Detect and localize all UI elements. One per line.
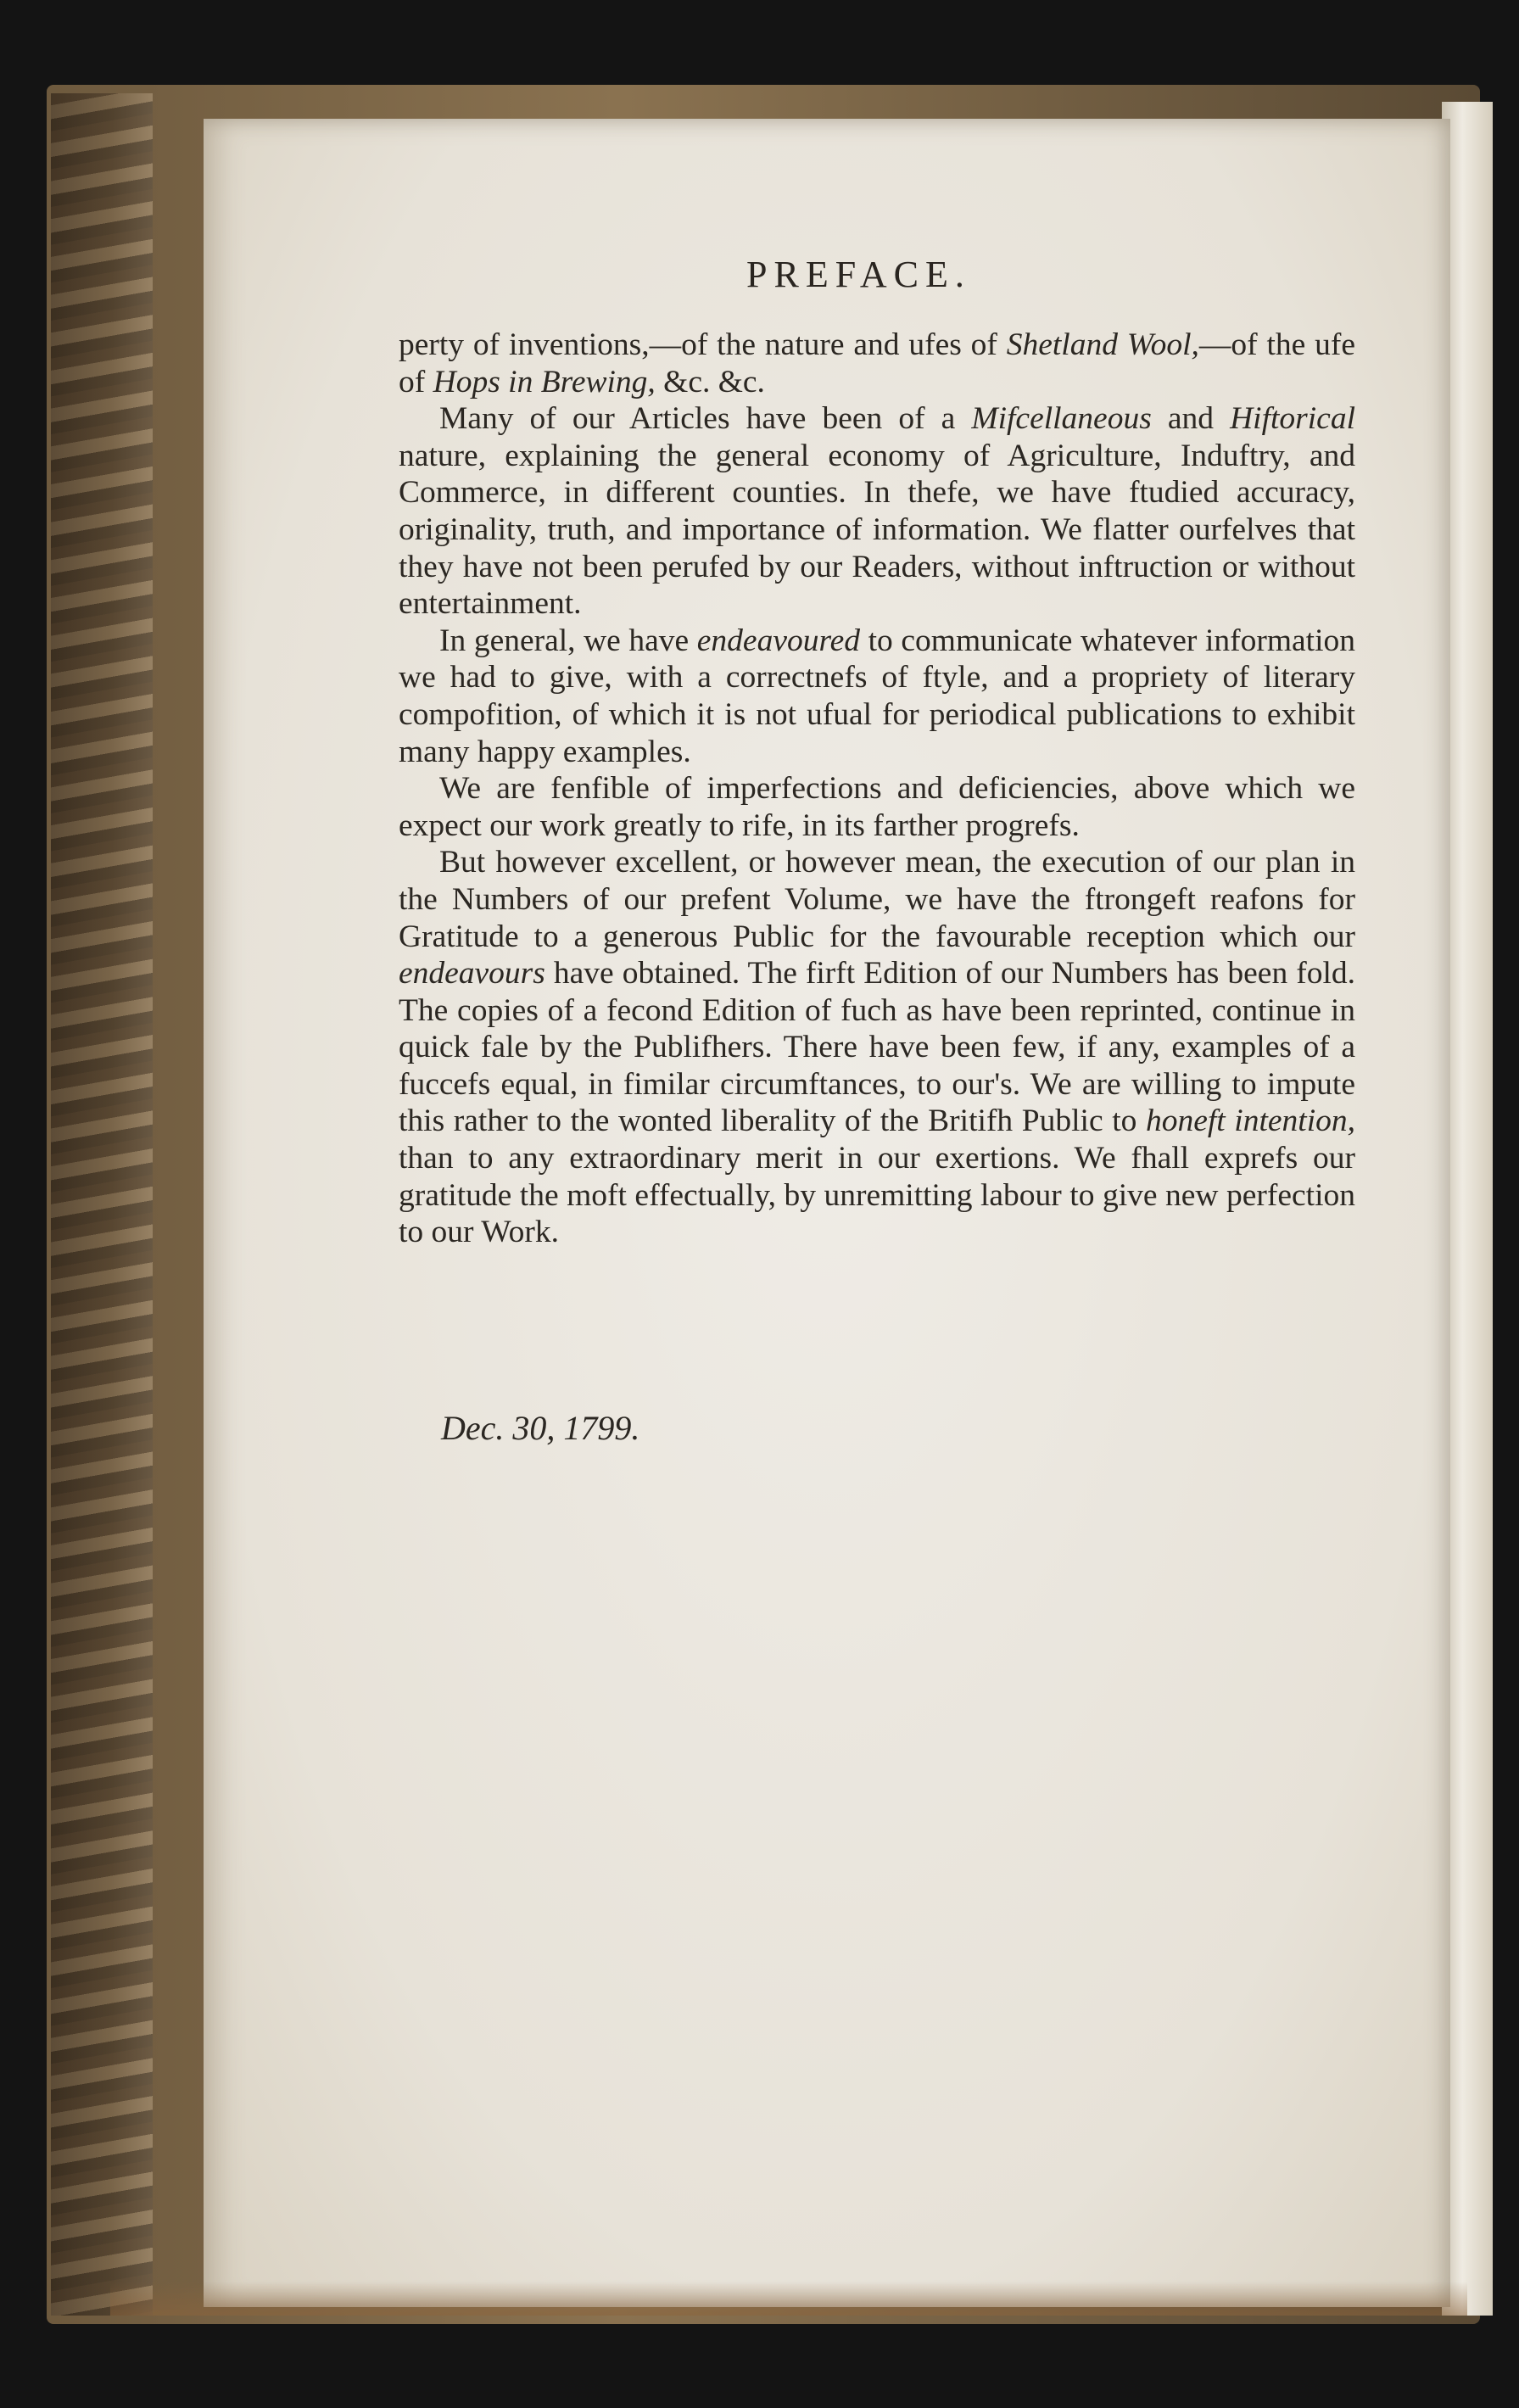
marbled-endpaper [51,93,153,2316]
paragraph-general [399,623,1355,770]
text-run: nature, explaining the general economy of Agriculture, Induftry, and Commerce, in different counties. In thefe, we have ftudied accuracy, originality, truth, and importance of information. We flatter ourfelves that they have not been perufed by our Readers, without inftruction or without entertainment. [399,438,1355,622]
text-run: —of the ufe of [399,327,1355,399]
paragraph-gratitude [399,844,1355,1251]
text-run: have obtained. The firft Edition of our Numbers has been fold. The copies of a fecond Edition of fuch as have been reprinted, continue in quick fale by the Publifhers. There have been few, if any, examples of a fuccefs equal, in fimilar circumftances, to our's. We are willing to impute this rather to the wonted liberality of the Britifh Public to [399,956,1355,1139]
italic-run: endeavoured [696,623,861,658]
page-title: PREFACE. [746,254,971,295]
paragraph-articles [399,400,1355,623]
italic-run: Mifcellaneous [971,401,1152,437]
italic-run: Hops in Brewing, [433,364,656,399]
italic-run: honeft intention, [1145,1103,1355,1139]
text-run: We are fenfible of imperfections and deficiencies, above which we expect our work greatly to rife, in its farther progrefs. [399,771,1355,843]
text-run: &c. &c. [655,364,765,399]
text-run: than to any extraordinary merit in our exertions. We fhall exprefs our gratitude the moft effectually, by unremitting labour to give new perfection to our Work. [399,1141,1355,1250]
preface-body [399,327,1355,1251]
paragraph-imperfections [399,770,1355,844]
text-run: and [1151,401,1231,437]
text-run: But however excellent, or however mean, the execution of our plan in the Numbers of our prefent Volume, we have the ftrongeft reafons for Gratitude to a generous Public for the favourable reception which our [399,845,1355,954]
text-run: In general, we have [439,623,697,658]
italic-run: endeavours [399,956,545,992]
paragraph-continuation [399,327,1355,400]
preface-date: Dec. 30, 1799. [441,1409,640,1447]
text-run: to communicate whatever information we had to give, with a correctnefs of ftyle, and a propriety of literary compofition, of which it is not ufual for periodical publications to exhibit many happy examples. [399,623,1356,769]
italic-run: Hiftorical [1230,401,1355,437]
italic-run: Shetland Wool, [1006,327,1199,362]
text-run: perty of inventions,—of the nature and ufes of [399,327,1007,362]
text-run: Many of our Articles have been of a [439,401,972,437]
page-stain [110,2282,1467,2316]
